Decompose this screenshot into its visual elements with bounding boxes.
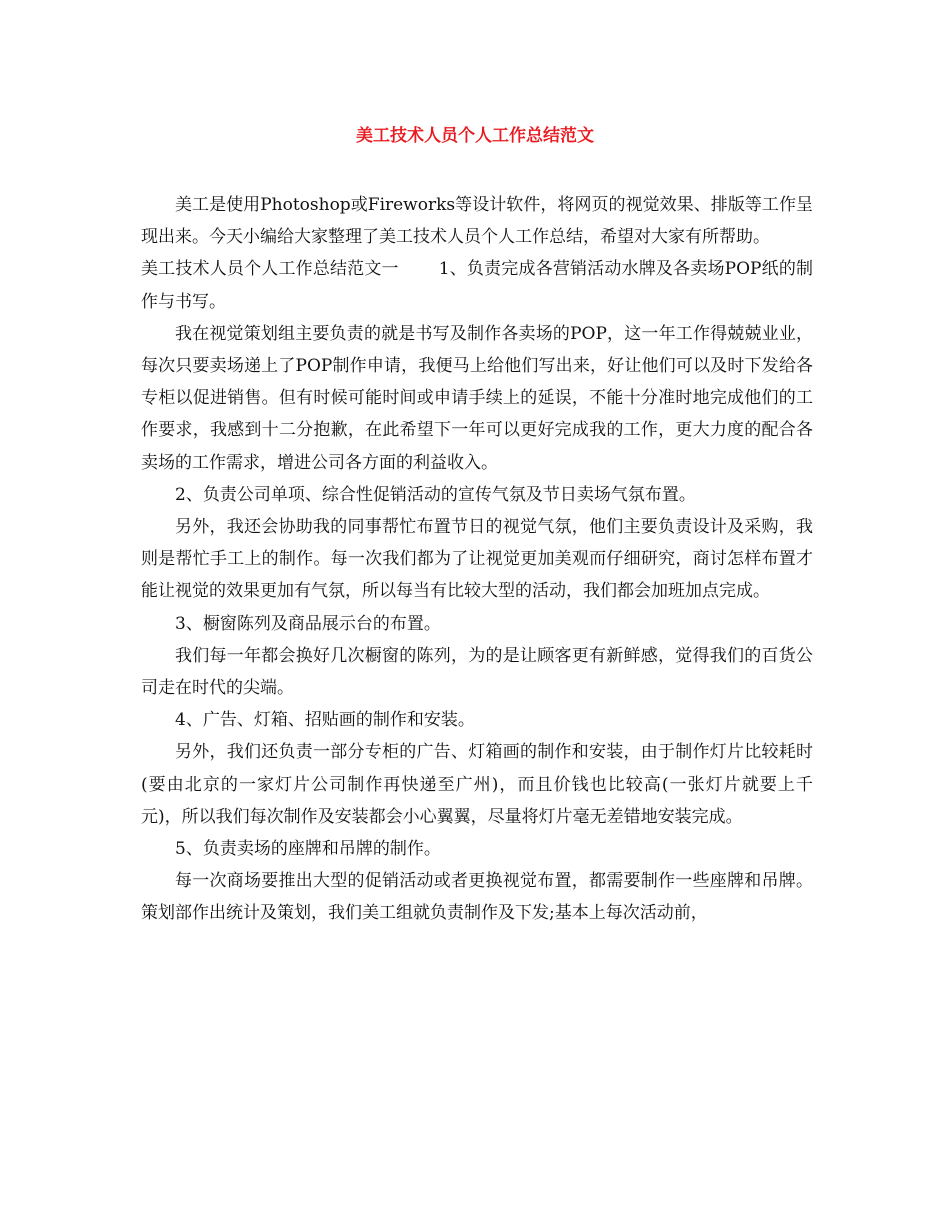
section-heading: 美工技术人员个人工作总结范文一 (141, 259, 399, 280)
item-4-paragraph: 另外，我们还负责一部分专柜的广告、灯箱画的制作和安装，由于制作灯片比较耗时(要由北京的一家灯片公司制作再快递至广州)，而且价钱也比较高(一张灯片就要上千元)，所以我们每次制作及安装都会小心翼翼，尽量将灯片毫无差错地安装完成。 (141, 742, 813, 827)
item-3-paragraph: 我们每一年都会换好几次橱窗的陈列，为的是让顾客更有新鲜感，觉得我们的百货公司走在时代的尖端。 (141, 645, 813, 699)
item-5-heading: 5、负责卖场的座牌和吊牌的制作。 (175, 839, 441, 860)
item-2-heading: 2、负责公司单项、综合性促销活动的宣传气氛及节日卖场气氛布置。 (175, 484, 696, 505)
intro-paragraph: 美工是使用Photoshop或Fireworks等设计软件，将网页的视觉效果、排版等工作呈现出来。今天小编给大家整理了美工技术人员个人工作总结，希望对大家有所帮助。 (141, 195, 813, 248)
item-2-paragraph: 另外，我还会协助我的同事帮忙布置节日的视觉气氛，他们主要负责设计及采购，我则是帮忙手工上的制作。每一次我们都为了让视觉更加美观而仔细研究，商讨怎样布置才能让视觉的效果更加有气氛，所以每当有比较大型的活动，我们都会加班加点完成。 (141, 517, 813, 602)
document-body (141, 189, 813, 930)
section-heading-line (141, 253, 813, 317)
item-5-paragraph: 每一次商场要推出大型的促销活动或者更换视觉布置，都需要制作一些座牌和吊牌。策划部作出统计及策划，我们美工组就负责制作及下发;基本上每次活动前， (141, 871, 813, 924)
item-3-heading: 3、橱窗陈列及商品展示台的布置。 (175, 613, 441, 634)
item-1-heading: 1、负责完成各营销活动水牌及各卖场POP纸的制作与书写。 (141, 259, 813, 312)
item-1-paragraph: 我在视觉策划组主要负责的就是书写及制作各卖场的POP，这一年工作得兢兢业业，每次只要卖场递上了POP制作申请，我便马上给他们写出来，好让他们可以及时下发给各专柜以促进销售。但有时候可能时间或申请手续上的延误，不能十分准时地完成他们的工作要求，我感到十二分抱歉，在此希望下一年可以更好完成我的工作，更大力度的配合各卖场的工作需求，增进公司各方面的利益收入。 (141, 323, 813, 473)
item-4-heading: 4、广告、灯箱、招贴画的制作和安装。 (175, 710, 475, 731)
document-title: 美工技术人员个人工作总结范文 (356, 126, 594, 146)
